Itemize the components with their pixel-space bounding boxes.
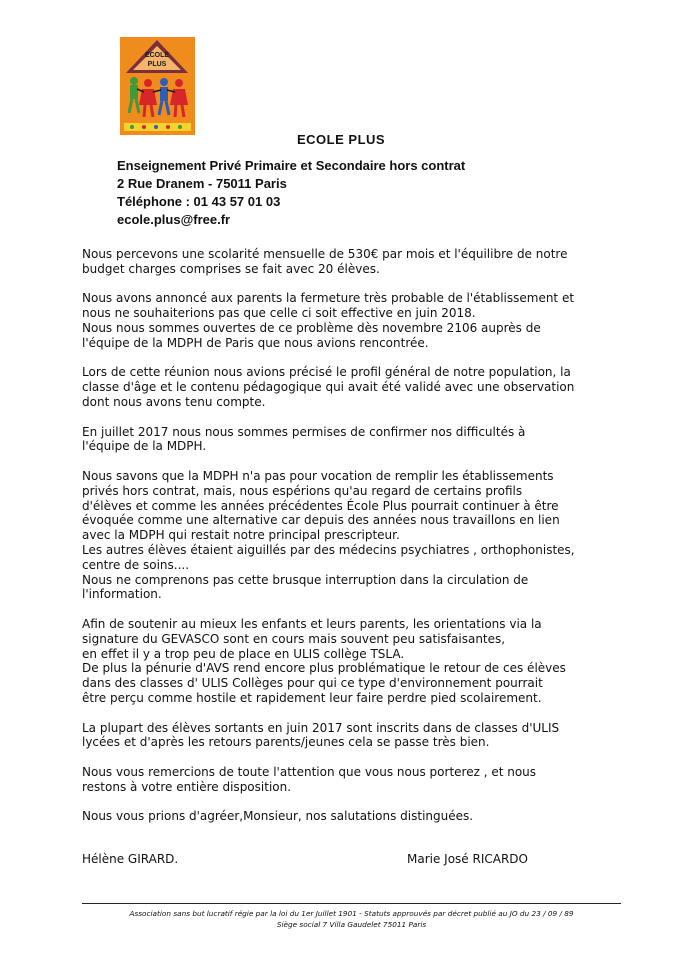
letterhead-address: 2 Rue Dranem - 75011 Paris <box>117 176 287 191</box>
school-logo <box>120 37 195 135</box>
text-line: signature du GEVASCO sont en cours mais souvent peu satisfaisantes, <box>82 631 506 646</box>
school-logo-graphic <box>120 37 195 135</box>
text-line: l'équipe de la MDPH de Paris que nous avions rencontrée. <box>82 335 429 350</box>
paragraph-5 <box>82 469 622 602</box>
logo-text-line2: PLUS <box>147 61 167 68</box>
text-line: nous ne souhaiterions pas que celle ci soit effective en juin 2018. <box>82 306 476 321</box>
text-line: Les autres élèves étaient aiguillés par des médecins psychiatres , orthophonistes, <box>82 542 575 557</box>
paragraph-8 <box>82 765 622 795</box>
paragraph-1 <box>82 247 622 277</box>
text-line: dont nous avons tenu compte. <box>82 394 266 409</box>
signatures <box>82 852 542 868</box>
text-line: Nous vous prions d'agréer,Monsieur, nos salutations distinguées. <box>82 809 474 824</box>
text-line: Afin de soutenir au mieux les enfants et leurs parents, les orientations via la <box>82 616 542 631</box>
text-line: La plupart des élèves sortants en juin 2017 sont inscrits dans de classes d'ULIS <box>82 720 560 735</box>
school-name: ECOLE PLUS <box>297 132 386 147</box>
text-line: privés hors contrat, mais, nous espérions qu'au regard de certains profils <box>82 483 523 498</box>
footer <box>82 908 621 930</box>
text-line: l'information. <box>82 587 162 602</box>
paragraph-9 <box>82 809 622 824</box>
signature-left: Hélène GIRARD. <box>82 852 179 866</box>
text-line: d'élèves et comme les années précédentes École Plus pourrait continuer à être <box>82 498 559 513</box>
paragraph-4 <box>82 425 622 455</box>
letterhead-subtitle: Enseignement Privé Primaire et Secondaire hors contrat <box>117 158 466 173</box>
text-line: Nous nous sommes ouvertes de ce problème dès novembre 2106 auprès de <box>82 320 541 335</box>
text-line: Nous percevons une scolarité mensuelle de 530€ par mois et l'équilibre de notre <box>82 247 568 261</box>
paragraph-3 <box>82 365 622 409</box>
text-line: Nous ne comprenons pas cette brusque interruption dans la circulation de <box>82 572 529 587</box>
text-line: budget charges comprises se fait avec 20 élèves. <box>82 261 380 276</box>
text-line: l'équipe de la MDPH. <box>82 439 207 454</box>
text-line: être perçu comme hostile et rapidement leur faire perdre pied scolairement. <box>82 690 542 705</box>
paragraph-6 <box>82 617 622 706</box>
letter-body <box>82 247 622 839</box>
letterhead-email: ecole.plus@free.fr <box>117 212 231 227</box>
letterhead <box>117 157 465 229</box>
logo-baseline-figures <box>124 123 191 131</box>
text-line: Nous avons annoncé aux parents la fermeture très probable de l'établissement et <box>82 291 575 306</box>
footer-divider <box>82 903 621 904</box>
text-line: en effet il y a trop peu de place en ULIS collège TSLA. <box>82 646 405 661</box>
paragraph-7 <box>82 721 622 751</box>
text-line: De plus la pénurie d'AVS rend encore plus problématique le retour de ces élèves <box>82 661 566 676</box>
text-line: centre de soins.... <box>82 557 190 572</box>
text-line: classe d'âge et le contenu pédagogique qui avait été validé avec une observation <box>82 380 575 395</box>
footer-address-line: Siège social 7 Villa Gaudelet 75011 Paris <box>276 920 427 929</box>
text-line: Nous vous remercions de toute l'attention que vous nous porterez , et nous <box>82 764 537 779</box>
paragraph-2 <box>82 291 622 350</box>
text-line: dans des classes d' ULIS Collèges pour qui ce type d'environnement pourrait <box>82 676 543 691</box>
text-line: lycées et d'après les retours parents/jeunes cela se passe très bien. <box>82 735 490 750</box>
footer-legal-line: Association sans but lucratif régie par la loi du 1er Juillet 1901 - Statuts approuvés par décret publié au JO du 23 / 09 / 89 <box>129 909 574 918</box>
letterhead-phone: Téléphone : 01 43 57 01 03 <box>117 194 281 209</box>
signature-right: Marie José RICARDO <box>407 852 528 866</box>
text-line: avec la MDPH qui restait notre principal prescripteur. <box>82 528 400 543</box>
text-line: En juillet 2017 nous nous sommes permises de confirmer nos difficultés à <box>82 424 526 439</box>
text-line: évoquée comme une alternative car depuis des années nous travaillons en lien <box>82 513 560 528</box>
text-line: Lors de cette réunion nous avions précisé le profil général de notre population, la <box>82 365 571 380</box>
logo-text-line1: ECOLE <box>144 52 170 59</box>
text-line: restons à votre entière disposition. <box>82 779 292 794</box>
text-line: Nous savons que la MDPH n'a pas pour vocation de remplir les établissements <box>82 468 554 483</box>
